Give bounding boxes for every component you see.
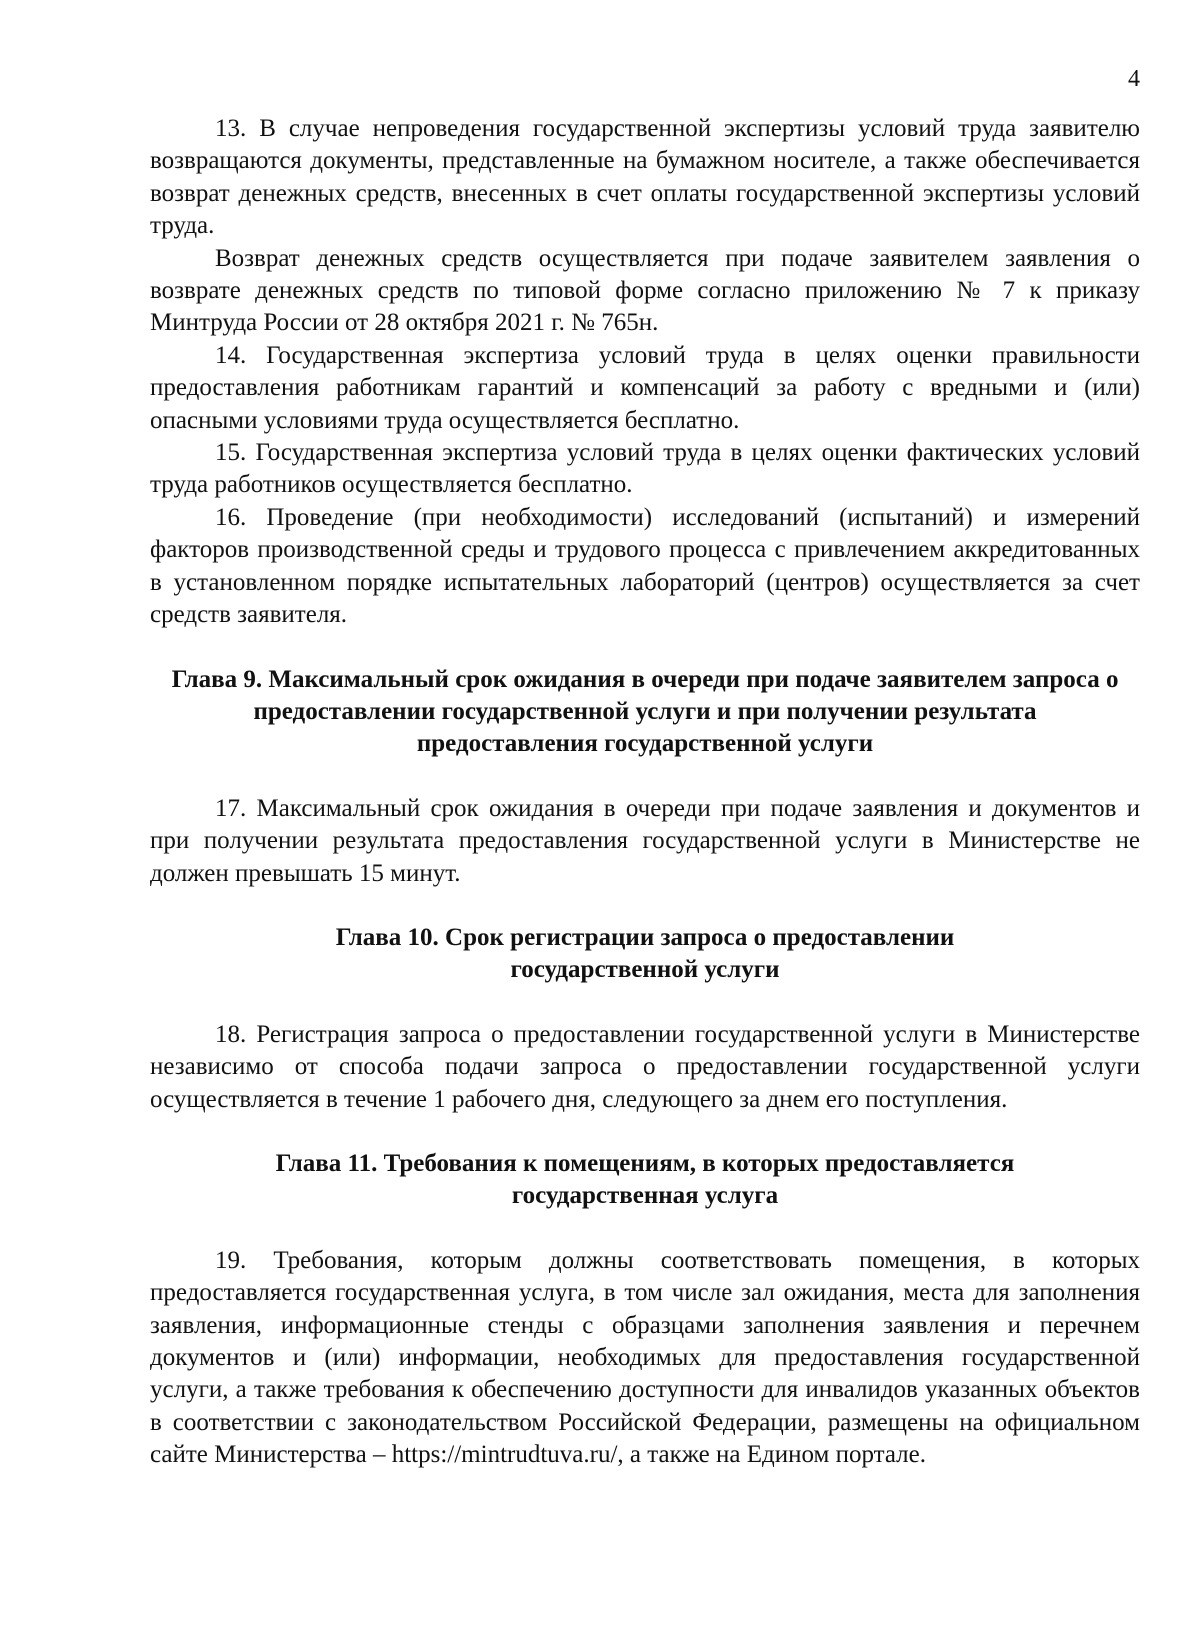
chapter-10-title-line1: Глава 10. Срок регистрации запроса о предоставлении [335,923,955,951]
chapter-9-title: Глава 9. Максимальный срок ожидания в очереди при подаче заявителем запроса о предоставлении государственной услуги и при получении результата предоставления государственной услуги [171,665,1119,758]
page-number: 4 [1128,66,1140,92]
chapter-11-title [150,1148,1140,1213]
paragraph-19: 19. Требования, которым должны соответствовать помещения, в которых предоставляется государственная услуга, в том числе зал ожидания, места для заполнения заявления, информационные стенды с образцами заполнения заявления и перечнем документов и (или) информации, необходимых для предоставления государственной услуги, а также требования к обеспечению доступности для инвалидов указанных объектов в соответствии с законодательством Российской Федерации, размещены на официальном сайте Министерства – https://mintrudtuva.ru/, а также на Едином портале. [150,1246,1140,1469]
paragraph-13: 13. В случае непроведения государственной экспертизы условий труда заявителю возвращаются документы, представленные на бумажном носителе, а также обеспечивается возврат денежных средств, внесенных в счет оплаты государственной экспертизы условий труда. [150,115,1140,240]
document-body [150,113,1140,1472]
paragraph-refund: Возврат денежных средств осуществляется при подаче заявителем заявления о возврате денежных средств по типовой форме согласно приложению № 7 к приказу Минтруда России от 28 октября 2021 г. № 765н. [150,244,1140,337]
chapter-10-title [150,922,1140,987]
chapter-11-title-line1: Глава 11. Требования к помещениям, в которых предоставляется [275,1149,1015,1177]
paragraph-16: 16. Проведение (при необходимости) исследований (испытаний) и измерений факторов производственной среды и трудового процесса с привлечением аккредитованных в установленном порядке испытательных лабораторий (центров) осуществляется за счет средств заявителя. [150,503,1140,629]
chapter-10-title-line2: государственной услуги [510,956,780,984]
paragraph-18: 18. Регистрация запроса о предоставлении государственной услуги в Министерстве независимо от способа подачи запроса о предоставлении государственной услуги осуществляется в течение 1 рабочего дня, следующего за днем его поступления. [150,1020,1140,1113]
paragraph-17: 17. Максимальный срок ожидания в очереди при подаче заявления и документов и при получении результата предоставления государственной услуги в Министерстве не должен превышать 15 минут. [150,794,1140,887]
chapter-11-title-line2: государственная услуга [511,1182,779,1210]
paragraph-14: 14. Государственная экспертиза условий труда в целях оценки правильности предоставления работникам гарантий и компенсаций за работу с вредными и (или) опасными условиями труда осуществляется бесплатно. [150,341,1140,434]
paragraph-15: 15. Государственная экспертиза условий труда в целях оценки фактических условий труда работников осуществляется бесплатно. [150,439,1140,499]
